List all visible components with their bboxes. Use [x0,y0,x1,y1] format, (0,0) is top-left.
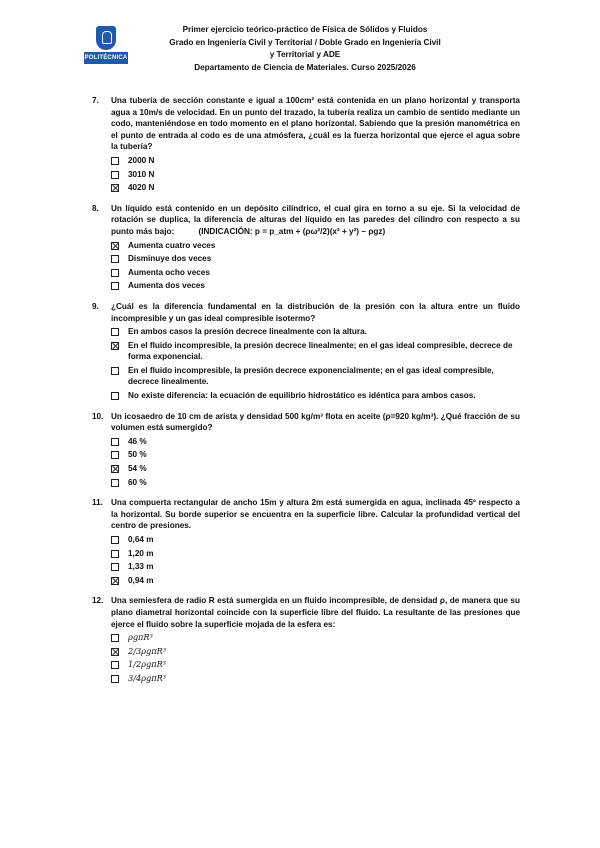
question-number: 12. [92,596,104,606]
question-text: ¿Cuál es la diferencia fundamental en la distribución de la presión con la altura entre un fluido incompresible y un gas ideal compresible isotermo? [111,301,520,323]
question-text: Una semiesfera de radio R está sumergida en un fluido incompresible, de densidad ρ, de manera que su plano diametral horizontal coincide con la superficie libre del fluido. La resultante de las presiones que ejerce el fluido sobre la superficie mojada de la esfera es: [111,596,520,629]
checkbox[interactable] [111,328,119,336]
option-label: 54 % [128,464,147,474]
question-8 [92,203,520,292]
checkbox[interactable] [111,577,119,585]
option-label: En el fluido incompresible, la presión decrece exponencialmente; en el gas ideal compresible, decrece linealmente. [128,365,494,387]
shield-icon [96,26,116,50]
checkbox[interactable] [111,479,119,487]
answer-option[interactable] [111,449,520,461]
checkbox[interactable] [111,184,119,192]
question-number: 11. [92,498,103,508]
option-label: 3010 N [128,169,155,179]
option-label: En ambos casos la presión decrece linealmente con la altura. [128,327,367,337]
answer-option[interactable] [111,155,520,167]
header-line-4: Departamento de Ciencia de Materiales. Curso 2025/2026 [194,62,416,72]
answer-option[interactable] [111,659,520,671]
option-label: 0,64 m [128,535,154,544]
checkbox[interactable] [111,648,119,656]
question-number: 10. [92,411,104,421]
answer-option[interactable] [111,267,520,279]
question-number: 8. [92,203,99,213]
hint-equation: p = p_atm + (ρω²/2)(x² + y²) − ρgz) [254,226,386,236]
checkbox[interactable] [111,536,119,544]
answer-option[interactable] [111,340,520,363]
answer-option[interactable] [111,548,520,560]
option-label: 4020 N [128,183,155,193]
question-7 [92,95,520,194]
header-line-3: y Territorial y ADE [269,50,341,60]
checkbox[interactable] [111,242,119,250]
checkbox[interactable] [111,282,119,290]
answer-option[interactable] [111,632,520,644]
answer-option[interactable] [111,326,520,338]
answer-option[interactable] [111,280,520,292]
question-text [111,203,520,238]
answer-option[interactable] [111,365,520,388]
answer-option[interactable] [111,390,520,402]
checkbox[interactable] [111,269,119,277]
question-text: Un icosaedro de 10 cm de arista y densidad 500 kg/m³ flota en aceite (ρ=920 kg/m³). ¿Qué fracción de su volumen está sumergido? [111,411,520,433]
exam-header [130,24,480,74]
logo-text: POLITÉCNICA [84,52,128,64]
checkbox[interactable] [111,634,119,642]
answer-option[interactable] [111,169,520,181]
checkbox[interactable] [111,661,119,669]
header-line-2: Grado en Ingeniería Civil y Territorial / Doble Grado en Ingeniería Civil [169,37,441,47]
option-label: 1/2ρgπR³ [128,659,167,670]
answer-option[interactable] [111,477,520,489]
option-label: 2/3ρgπR³ [128,645,167,656]
checkbox[interactable] [111,157,119,165]
option-label: 60 % [128,477,147,487]
checkbox[interactable] [111,675,119,683]
option-label: 1,20 m [128,548,154,558]
checkbox[interactable] [111,563,119,571]
option-label: 46 % [128,436,147,446]
checkbox[interactable] [111,451,119,459]
question-text: Una tubería de sección constante e igual a 100cm² está contenida en un plano horizontal y transporta agua a 10m/s de velocidad. En un punto del trazado, la tubería realiza un cambio de sentido mediante un codo, manteniéndose en todo momento en el plano horizontal. Sabiendo que la presión manométrica en el punto de entrada al codo es de una atmósfera, ¿cuál es la fuerza horizontal que ejerce el agua sobre la tubería? [111,96,520,152]
answer-option[interactable] [111,534,520,546]
option-label: Aumenta dos veces [128,281,205,291]
question-number: 7. [92,96,99,105]
university-logo [84,26,128,66]
option-label: 0,94 m [128,575,154,585]
checkbox[interactable] [111,255,119,263]
question-11 [92,497,520,586]
checkbox[interactable] [111,367,119,375]
answer-option[interactable] [111,463,520,475]
checkbox[interactable] [111,342,119,350]
question-12 [92,595,520,684]
answer-option[interactable] [111,182,520,194]
checkbox[interactable] [111,438,119,446]
question-9 [92,301,520,402]
question-text: Una compuerta rectangular de ancho 15m y altura 2m está sumergida en agua, inclinada 45º respecto a la horizontal. Su borde superior se encuentra en la superficie libre. Calcular la profundidad vertical del centro de presiones. [111,498,520,531]
answer-option[interactable] [111,240,520,252]
option-label: 1,33 m [128,562,154,572]
option-label: 50 % [128,450,147,460]
answer-option[interactable] [111,673,520,685]
answer-option[interactable] [111,575,520,587]
question-list [92,95,520,694]
option-label: En el fluido incompresible, la presión decrece linealmente; en el gas ideal compresible, decrece de forma exponencial. [128,340,513,362]
answer-option[interactable] [111,561,520,573]
checkbox[interactable] [111,465,119,473]
option-label: Aumenta cuatro veces [128,240,216,250]
answer-option[interactable] [111,436,520,448]
option-label: ρgπR³ [128,632,153,643]
question-body: Un líquido está contenido en un depósito cilíndrico, el cual gira en torno a su eje. Si la velocidad de rotación se duplica, la diferencia de alturas del líquido en las paredes del cilindro con respecto a su punto más bajo: [111,203,520,236]
option-label: No existe diferencia: la ecuación de equilibrio hidrostático es idéntica para ambos casos. [128,391,476,401]
option-label: 3/4ρgπR³ [128,672,167,683]
option-label: Aumenta ocho veces [128,267,210,277]
hint-label: (INDICACIÓN: [198,226,253,236]
checkbox[interactable] [111,171,119,179]
option-label: Disminuye dos veces [128,254,212,264]
checkbox[interactable] [111,392,119,400]
option-label: 2000 N [128,155,155,165]
question-number: 9. [92,301,99,311]
header-line-1: Primer ejercicio teórico-práctico de Física de Sólidos y Fluidos [182,25,428,34]
checkbox[interactable] [111,550,119,558]
question-10 [92,411,520,489]
answer-option[interactable] [111,646,520,658]
answer-option[interactable] [111,253,520,265]
